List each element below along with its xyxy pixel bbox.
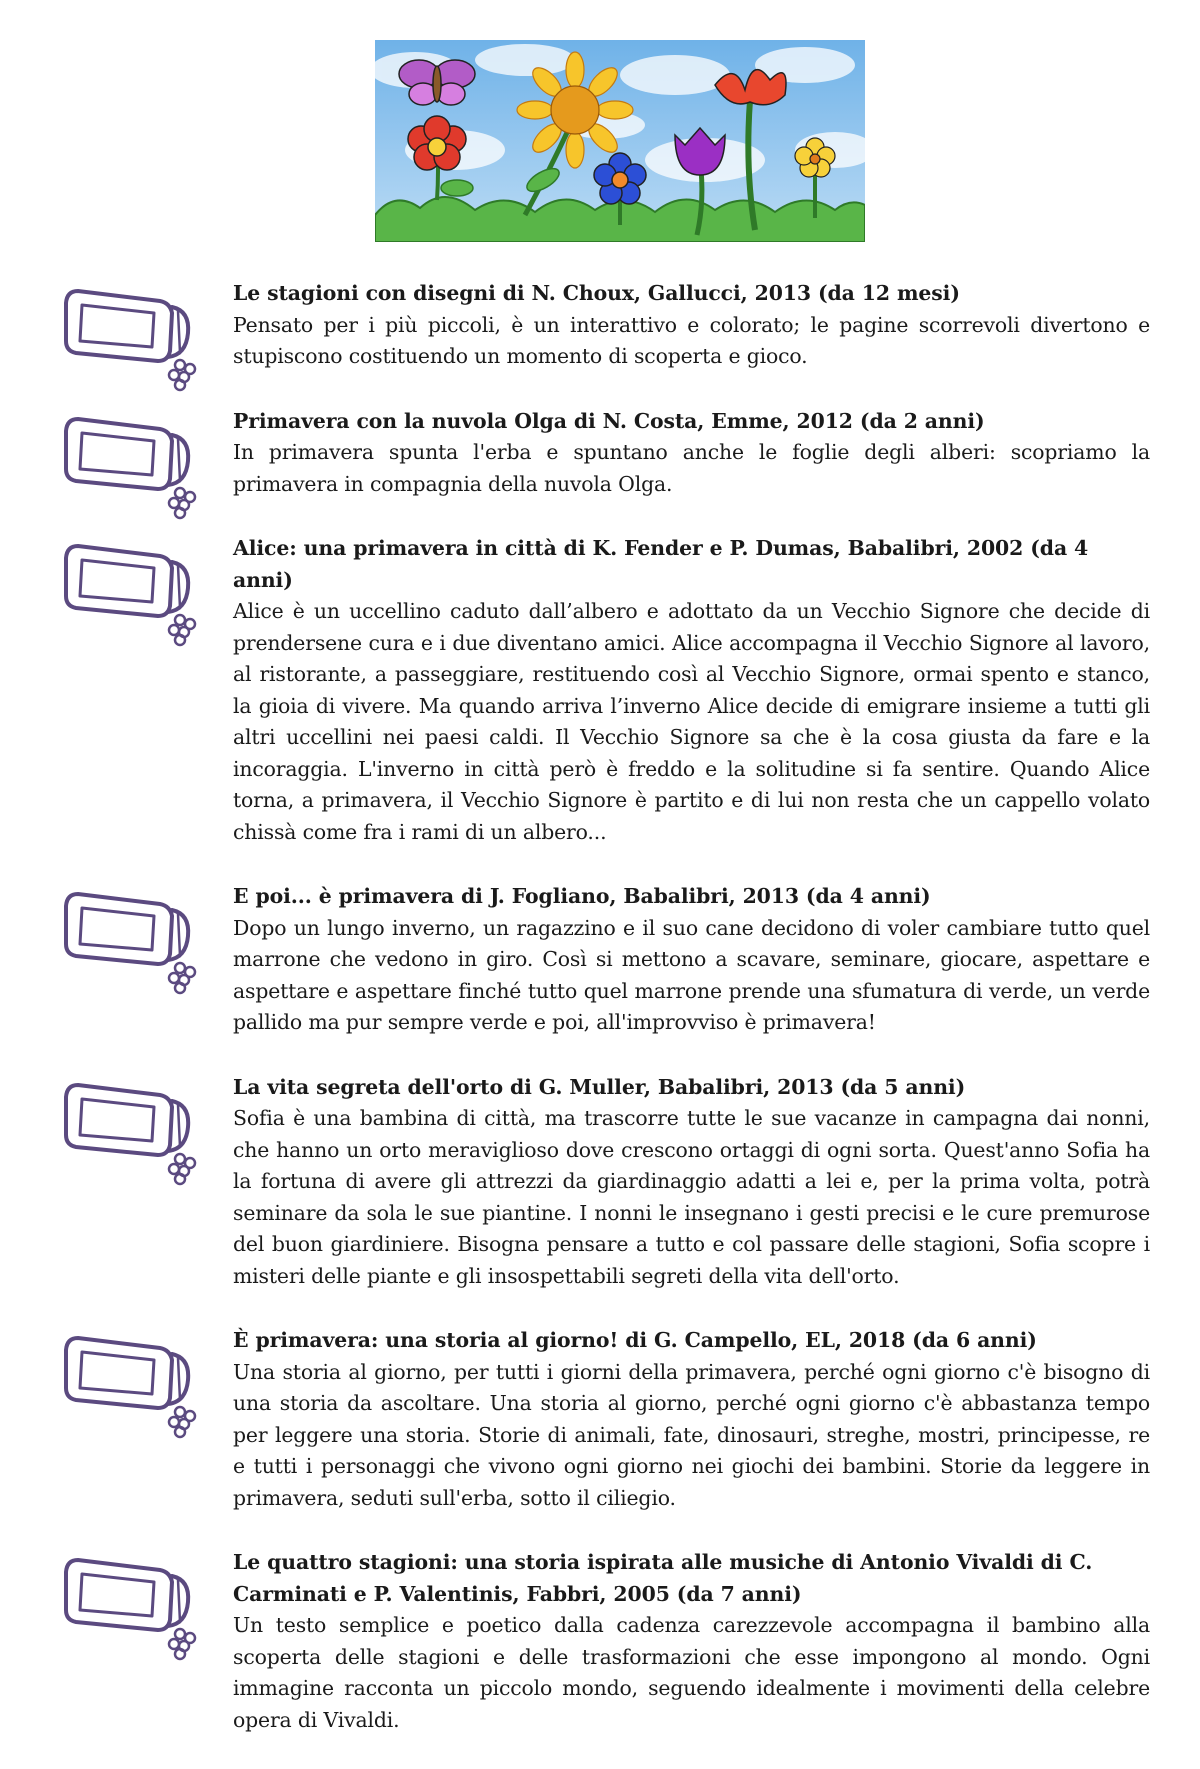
spilled-jar-icon xyxy=(60,884,200,999)
book-title: E poi... è primavera di J. Fogliano, Babalibri, 2013 (da 4 anni) xyxy=(233,884,931,908)
book-description: Un testo semplice e poetico dalla cadenza carezzevole accompagna il bambino alla scoperta delle stagioni e delle trasformazioni che esse impongono al mondo. Ogni immagine racconta un piccolo mondo, seguendo idealmente i movimenti della celebre opera di Vivaldi. xyxy=(233,1613,1150,1732)
spilled-jar-icon xyxy=(60,1328,200,1443)
list-item xyxy=(60,1072,1150,1293)
spilled-jar-icon xyxy=(60,536,200,651)
list-item xyxy=(60,1325,1150,1514)
book-description: Una storia al giorno, per tutti i giorni della primavera, perché ogni giorno c'è bisogno di una storia da ascoltare. Una storia al giorno, perché ogni giorno c'è abbastanza tempo per leggere una storia. Storie di animali, fate, dinosauri, streghe, mostri, principesse, re e tutti i personaggi che vivono ogni giorno nei giochi dei bambini. Storie da leggere in primavera, seduti sull'erba, sotto il ciliegio. xyxy=(233,1359,1150,1510)
list-item xyxy=(60,1547,1150,1736)
book-title: Le quattro stagioni: una storia ispirata alle musiche di Antonio Vivaldi di C. Carminati e P. Valentinis, Fabbri, 2005 (da 7 anni) xyxy=(233,1550,1093,1606)
book-description: In primavera spunta l'erba e spuntano anche le foglie degli alberi: scopriamo la primavera in compagnia della nuvola Olga. xyxy=(233,440,1150,496)
list-item xyxy=(60,406,1150,501)
spilled-jar-icon xyxy=(60,1550,200,1665)
list-item xyxy=(60,881,1150,1039)
spilled-jar-icon xyxy=(60,409,200,524)
book-list xyxy=(60,278,1150,1769)
spilled-jar-icon xyxy=(60,1075,200,1190)
book-title: Le stagioni con disegni di N. Choux, Gallucci, 2013 (da 12 mesi) xyxy=(233,281,960,305)
book-title: Alice: una primavera in città di K. Fender e P. Dumas, Babalibri, 2002 (da 4 anni) xyxy=(233,536,1089,592)
spilled-jar-icon xyxy=(60,281,200,396)
spring-flowers-banner xyxy=(375,40,865,242)
book-description: Alice è un uccellino caduto dall’albero e adottato da un Vecchio Signore che decide di prendersene cura e i due diventano amici. Alice accompagna il Vecchio Signore al lavoro, al ristorante, a passeggiare, restituendo così al Vecchio Signore, ormai spento e stanco, la gioia di vivere. Ma quando arriva l’inverno Alice decide di emigrare insieme a tutti gli altri uccellini nei paesi caldi. Il Vecchio Signore sa che è la cosa giusta da fare e la incoraggia. L'inverno in città però è freddo e la solitudine si fa sentire. Quando Alice torna, a primavera, il Vecchio Signore è partito e di lui non resta che un cappello volato chissà come fra i rami di un albero... xyxy=(233,599,1150,844)
list-item xyxy=(60,533,1150,848)
book-description: Pensato per i più piccoli, è un interattivo e colorato; le pagine scorrevoli divertono e stupiscono costituendo un momento di scoperta e gioco. xyxy=(233,312,1150,368)
book-title: È primavera: una storia al giorno! di G. Campello, EL, 2018 (da 6 anni) xyxy=(233,1328,1037,1352)
book-title: Primavera con la nuvola Olga di N. Costa, Emme, 2012 (da 2 anni) xyxy=(233,408,985,433)
book-title: La vita segreta dell'orto di G. Muller, Babalibri, 2013 (da 5 anni) xyxy=(233,1074,966,1099)
book-description: Sofia è una bambina di città, ma trascorre tutte le sue vacanze in campagna dai nonni, che hanno un orto meraviglioso dove crescono ortaggi di ogni sorta. Quest'anno Sofia ha la fortuna di avere gli attrezzi da giardinaggio adatti a lei e, per la prima volta, potrà seminare da sola le sue piantine. I nonni le insegnano i gesti precisi e le cure premurose del buon giardiniere. Bisogna pensare a tutto e col passare delle stagioni, Sofia scopre i misteri delle piante e gli insospettabili segreti della vita dell'orto. xyxy=(233,1106,1150,1288)
book-description: Dopo un lungo inverno, un ragazzino e il suo cane decidono di voler cambiare tutto quel marrone che vedono in giro. Così si mettono a scavare, seminare, giocare, aspettare e aspettare e aspettare finché tutto quel marrone prende una sfumatura di verde, un verde pallido ma pur sempre verde e poi, all'improvviso è primavera! xyxy=(233,915,1150,1034)
list-item xyxy=(60,278,1150,373)
